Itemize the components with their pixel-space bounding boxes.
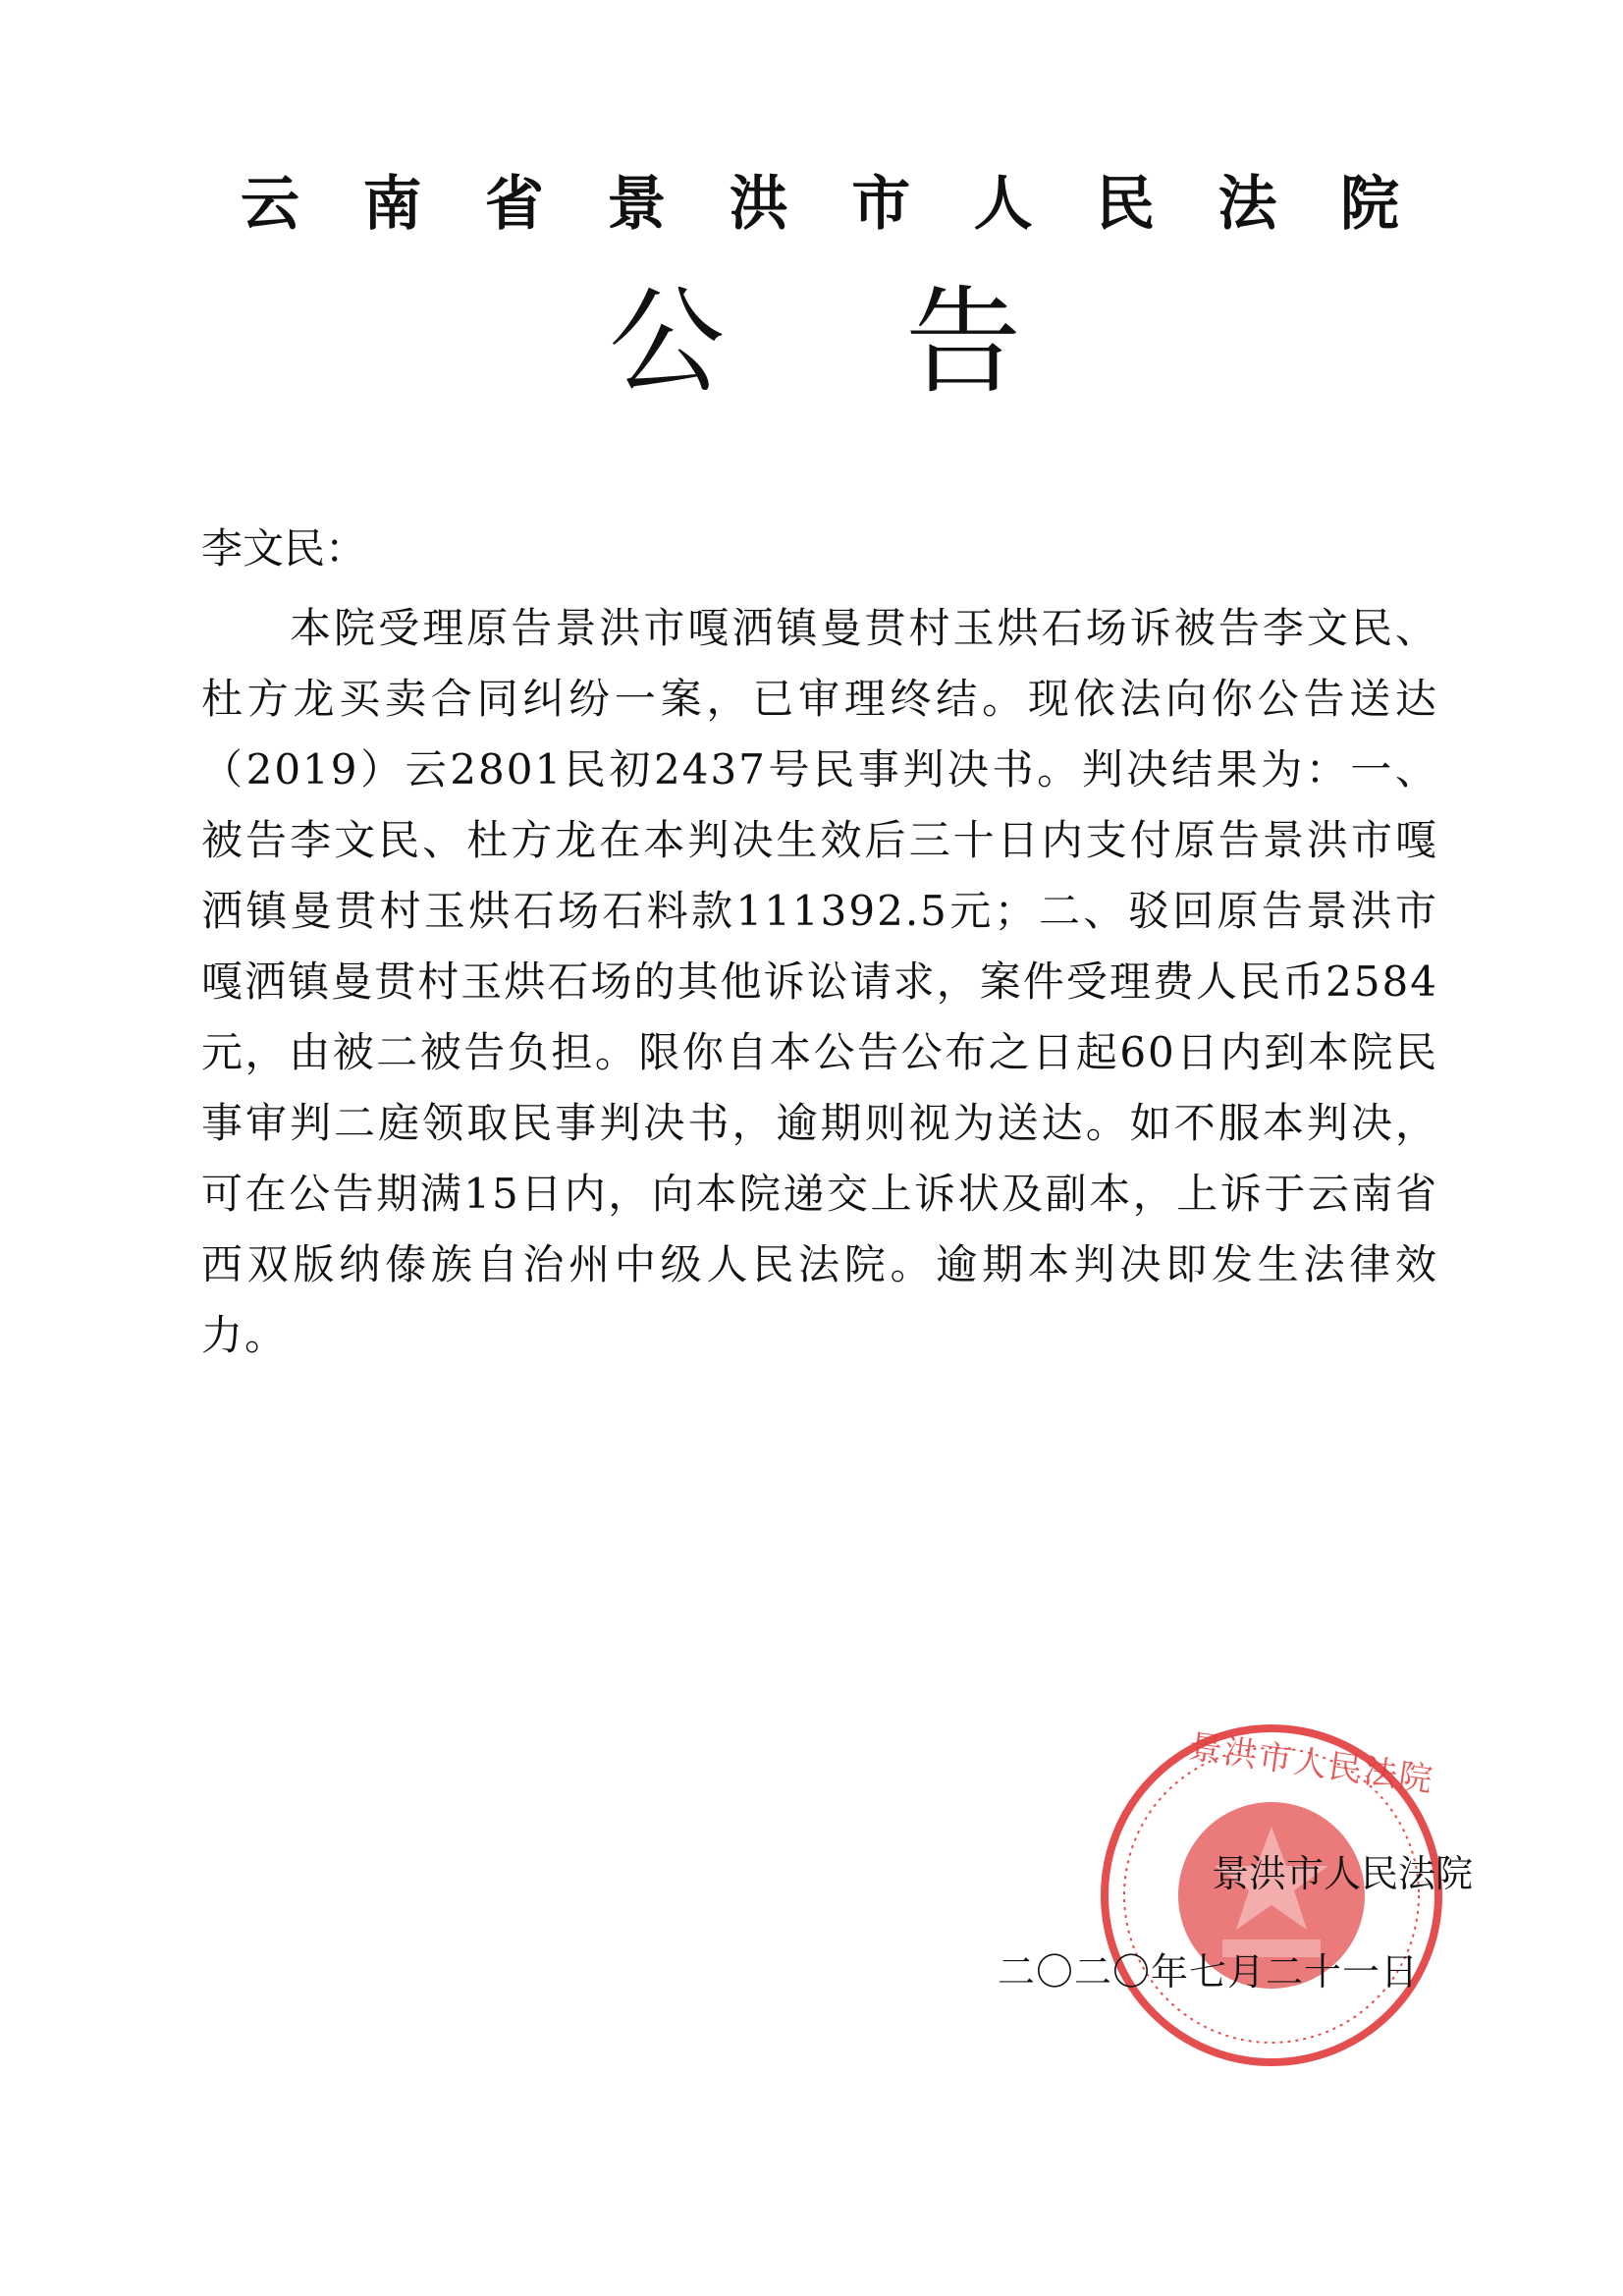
court-name-heading — [241, 165, 1399, 244]
court-char: 云 — [241, 170, 299, 239]
court-char: 民 — [1096, 170, 1156, 239]
title-char: 告 — [904, 274, 1021, 410]
document-title — [609, 273, 1021, 410]
title-char: 公 — [609, 274, 726, 410]
notice-paragraph: 本院受理原告景洪市嘎洒镇曼贯村玉烘石场诉被告李文民、杜方龙买卖合同纠纷一案，已审理终结。现依法向你公告送达（2019）云2801民初2437号民事判决书。判决结果为：一、被告李文民、杜方龙在本判决生效后三十日内支付原告景洪市嘎洒镇曼贯村玉烘石场石料款111392.5元；二、驳回原告景洪市嘎洒镇曼贯村玉烘石场的其他诉讼请求，案件受理费人民币2584元，由被二被告负担。限你自本公告公布之日起60日内到本院民事审判二庭领取民事判决书，逾期则视为送达。如不服本判决，可在公告期满15日内，向本院递交上诉状及副本，上诉于云南省西双版纳傣族自治州中级人民法院。逾期本判决即发生法律效力。 — [201, 604, 1438, 1359]
addressee: 李文民： — [201, 524, 367, 573]
court-char: 南 — [362, 170, 422, 239]
court-char: 景 — [607, 170, 667, 239]
signature-date: 二〇二〇年七月二十一日 — [997, 1950, 1419, 1994]
seal-text: 景洪市人民法院 — [1185, 1726, 1437, 1801]
court-char: 洪 — [729, 170, 788, 239]
court-char: 省 — [484, 170, 544, 239]
court-char: 法 — [1217, 170, 1277, 239]
signature-court: 景洪市人民法院 — [1211, 1852, 1473, 1895]
court-char: 人 — [973, 170, 1033, 239]
court-char: 市 — [851, 170, 911, 239]
court-char: 院 — [1339, 170, 1399, 239]
notice-body — [201, 593, 1438, 1371]
